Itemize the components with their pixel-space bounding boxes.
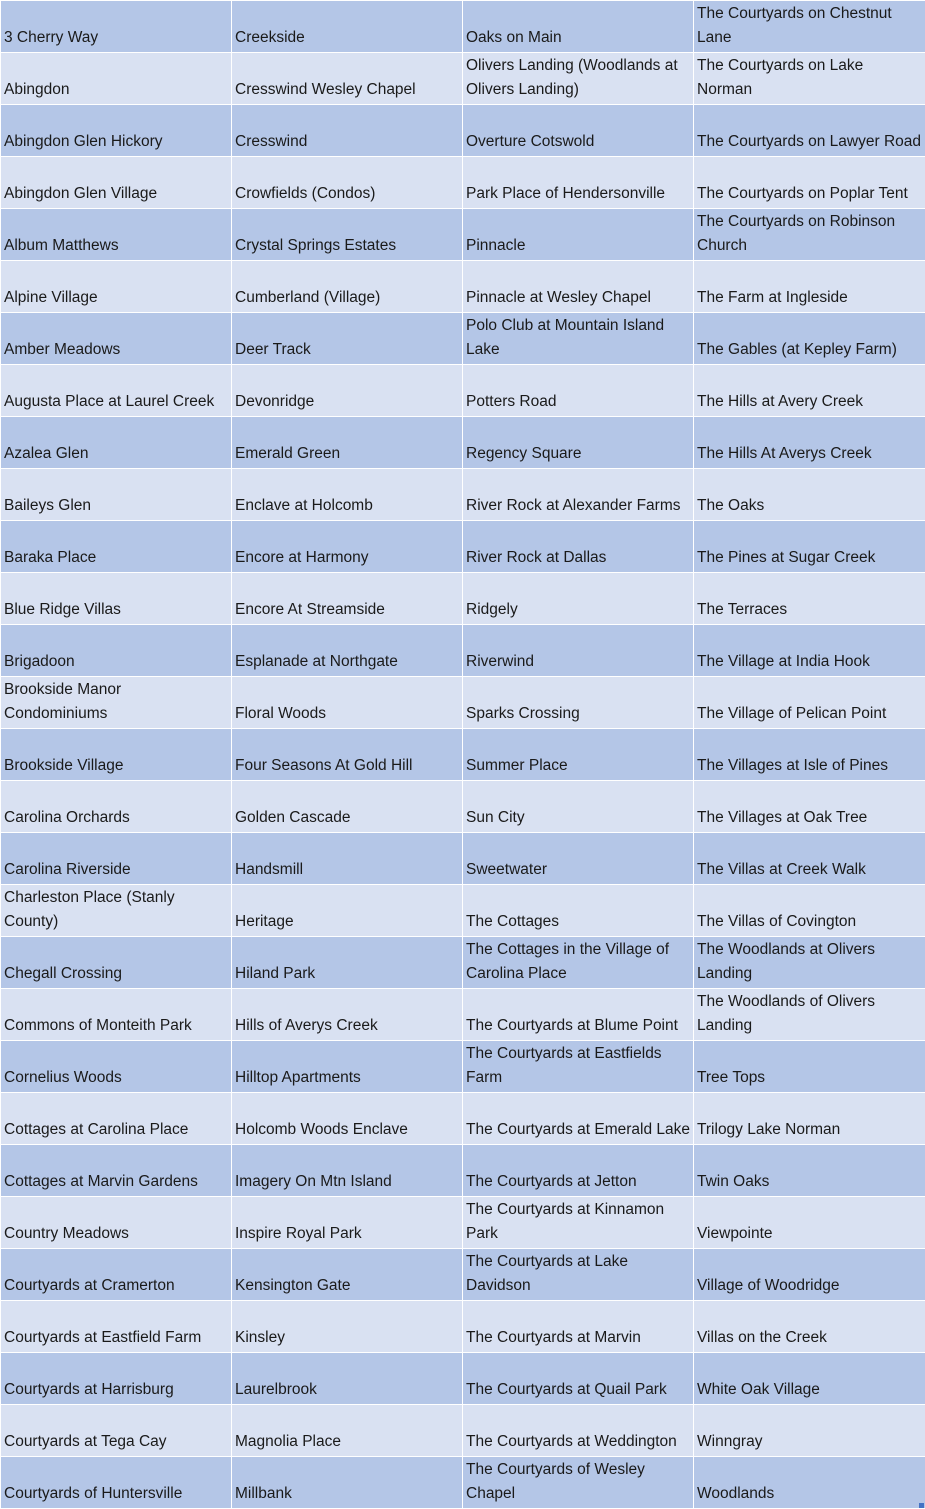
table-cell[interactable]: Emerald Green [232, 417, 463, 469]
table-cell[interactable]: Winngray [694, 1405, 925, 1457]
table-cell[interactable]: Charleston Place (Stanly County) [1, 885, 232, 937]
table-cell[interactable]: The Courtyards at Blume Point [463, 989, 694, 1041]
table-cell[interactable]: Kensington Gate [232, 1249, 463, 1301]
table-cell[interactable]: The Courtyards at Jetton [463, 1145, 694, 1197]
table-row [1, 729, 925, 781]
table-cell[interactable]: Creekside [232, 1, 463, 53]
table-cell[interactable]: 3 Cherry Way [1, 1, 232, 53]
table-cell[interactable]: The Oaks [694, 469, 925, 521]
table-cell[interactable]: The Courtyards of Wesley Chapel [463, 1457, 694, 1509]
table-row [1, 313, 925, 365]
table-cell[interactable]: Kinsley [232, 1301, 463, 1353]
table-cell[interactable]: Sun City [463, 781, 694, 833]
table-row [1, 1457, 925, 1509]
table-cell[interactable]: The Courtyards at Weddington [463, 1405, 694, 1457]
table-cell[interactable]: River Rock at Alexander Farms [463, 469, 694, 521]
table-cell[interactable]: The Courtyards at Lake Davidson [463, 1249, 694, 1301]
table-cell[interactable]: Sparks Crossing [463, 677, 694, 729]
table-cell[interactable]: Inspire Royal Park [232, 1197, 463, 1249]
table-cell[interactable]: Handsmill [232, 833, 463, 885]
table-cell[interactable]: Villas on the Creek [694, 1301, 925, 1353]
table-cell[interactable]: Crowfields (Condos) [232, 157, 463, 209]
table-cell[interactable]: Abingdon [1, 53, 232, 105]
table-cell[interactable]: Carolina Orchards [1, 781, 232, 833]
table-cell[interactable]: Amber Meadows [1, 313, 232, 365]
table-cell[interactable]: Four Seasons At Gold Hill [232, 729, 463, 781]
table-row [1, 261, 925, 313]
table-cell[interactable]: Tree Tops [694, 1041, 925, 1093]
table-row [1, 937, 925, 989]
table-row [1, 1301, 925, 1353]
table-row [1, 1145, 925, 1197]
table-cell[interactable]: Esplanade at Northgate [232, 625, 463, 677]
table-row [1, 521, 925, 573]
table-cell[interactable]: Encore at Harmony [232, 521, 463, 573]
table-cell[interactable]: Hilltop Apartments [232, 1041, 463, 1093]
table-cell[interactable]: Devonridge [232, 365, 463, 417]
table-row [1, 1, 925, 53]
table-cell[interactable]: Courtyards at Cramerton [1, 1249, 232, 1301]
table-cell[interactable]: Summer Place [463, 729, 694, 781]
table-cell[interactable]: Cresswind [232, 105, 463, 157]
table-row [1, 625, 925, 677]
table-row [1, 365, 925, 417]
table-row [1, 833, 925, 885]
table-cell[interactable]: Azalea Glen [1, 417, 232, 469]
table-cell[interactable]: The Woodlands of Olivers Landing [694, 989, 925, 1041]
table-row [1, 677, 925, 729]
table-cell[interactable]: Oaks on Main [463, 1, 694, 53]
table-cell[interactable]: Woodlands [694, 1457, 925, 1509]
table-cell[interactable]: The Courtyards on Robinson Church [694, 209, 925, 261]
table-cell[interactable]: The Woodlands at Olivers Landing [694, 937, 925, 989]
table-row [1, 1041, 925, 1093]
table-cell[interactable]: Baileys Glen [1, 469, 232, 521]
table-cell[interactable]: Chegall Crossing [1, 937, 232, 989]
table-cell[interactable]: Carolina Riverside [1, 833, 232, 885]
table-row [1, 781, 925, 833]
table-row [1, 1249, 925, 1301]
table-cell[interactable]: Crystal Springs Estates [232, 209, 463, 261]
table-cell[interactable]: Abingdon Glen Hickory [1, 105, 232, 157]
table-cell[interactable]: Enclave at Holcomb [232, 469, 463, 521]
table-cell[interactable]: Park Place of Hendersonville [463, 157, 694, 209]
table-cell[interactable]: Hiland Park [232, 937, 463, 989]
table-cell[interactable]: The Hills at Avery Creek [694, 365, 925, 417]
table-cell[interactable]: The Courtyards at Emerald Lake [463, 1093, 694, 1145]
table-cell[interactable]: Country Meadows [1, 1197, 232, 1249]
table-cell[interactable]: Ridgely [463, 573, 694, 625]
table-cell[interactable]: The Cottages in the Village of Carolina Place [463, 937, 694, 989]
table-cell[interactable]: Viewpointe [694, 1197, 925, 1249]
table-row [1, 1353, 925, 1405]
table-cell[interactable]: The Courtyards on Lake Norman [694, 53, 925, 105]
table-row [1, 1405, 925, 1457]
table-cell[interactable]: The Farm at Ingleside [694, 261, 925, 313]
table-cell[interactable]: Golden Cascade [232, 781, 463, 833]
table-row [1, 1197, 925, 1249]
table-cell[interactable]: The Hills At Averys Creek [694, 417, 925, 469]
table-cell[interactable]: Olivers Landing (Woodlands at Olivers Landing) [463, 53, 694, 105]
table-cell[interactable]: The Villas of Covington [694, 885, 925, 937]
table-cell[interactable]: The Village at India Hook [694, 625, 925, 677]
table-cell[interactable]: Baraka Place [1, 521, 232, 573]
table-cell[interactable]: Potters Road [463, 365, 694, 417]
table-cell[interactable]: Cornelius Woods [1, 1041, 232, 1093]
table-cell[interactable]: Twin Oaks [694, 1145, 925, 1197]
table-cell[interactable]: Floral Woods [232, 677, 463, 729]
table-cell[interactable]: Cresswind Wesley Chapel [232, 53, 463, 105]
table-cell[interactable]: Laurelbrook [232, 1353, 463, 1405]
table-row [1, 1093, 925, 1145]
table-cell[interactable]: The Courtyards on Chestnut Lane [694, 1, 925, 53]
table-cell[interactable]: Blue Ridge Villas [1, 573, 232, 625]
table-cell[interactable]: Cottages at Carolina Place [1, 1093, 232, 1145]
table-cell[interactable]: Polo Club at Mountain Island Lake [463, 313, 694, 365]
table-row [1, 573, 925, 625]
table-row [1, 209, 925, 261]
table-cell[interactable]: Brookside Manor Condominiums [1, 677, 232, 729]
table-cell[interactable]: Holcomb Woods Enclave [232, 1093, 463, 1145]
table-cell[interactable]: Village of Woodridge [694, 1249, 925, 1301]
table-cell[interactable]: Hills of Averys Creek [232, 989, 463, 1041]
table-row [1, 469, 925, 521]
table-cell[interactable]: White Oak Village [694, 1353, 925, 1405]
table-cell[interactable]: Album Matthews [1, 209, 232, 261]
table-row [1, 105, 925, 157]
table-cell[interactable]: The Courtyards at Quail Park [463, 1353, 694, 1405]
table-row [1, 989, 925, 1041]
table-cell[interactable]: Courtyards of Huntersville [1, 1457, 232, 1509]
table-cell[interactable]: Brigadoon [1, 625, 232, 677]
table-cell[interactable]: Augusta Place at Laurel Creek [1, 365, 232, 417]
table-cell[interactable]: The Villages at Isle of Pines [694, 729, 925, 781]
table-cell[interactable]: The Cottages [463, 885, 694, 937]
table-cell[interactable]: Encore At Streamside [232, 573, 463, 625]
table-cell[interactable]: The Courtyards on Lawyer Road [694, 105, 925, 157]
table-cell[interactable]: Heritage [232, 885, 463, 937]
table-cell[interactable]: Alpine Village [1, 261, 232, 313]
table-resize-handle-icon[interactable] [919, 1503, 924, 1508]
table-cell[interactable]: The Courtyards on Poplar Tent [694, 157, 925, 209]
table-cell[interactable]: Regency Square [463, 417, 694, 469]
table-row [1, 885, 925, 937]
table-cell[interactable]: Brookside Village [1, 729, 232, 781]
table-cell[interactable]: Deer Track [232, 313, 463, 365]
table-cell[interactable]: Courtyards at Harrisburg [1, 1353, 232, 1405]
table-cell[interactable]: The Pines at Sugar Creek [694, 521, 925, 573]
table-cell[interactable]: Riverwind [463, 625, 694, 677]
table-cell[interactable]: Trilogy Lake Norman [694, 1093, 925, 1145]
table-cell[interactable]: The Courtyards at Kinnamon Park [463, 1197, 694, 1249]
table-cell[interactable]: Magnolia Place [232, 1405, 463, 1457]
table-cell[interactable]: The Terraces [694, 573, 925, 625]
community-table-body [1, 1, 925, 1509]
table-cell[interactable]: Commons of Monteith Park [1, 989, 232, 1041]
table-cell[interactable]: Cumberland (Village) [232, 261, 463, 313]
table-cell[interactable]: The Villages at Oak Tree [694, 781, 925, 833]
table-cell[interactable]: The Gables (at Kepley Farm) [694, 313, 925, 365]
table-cell[interactable]: Sweetwater [463, 833, 694, 885]
table-cell[interactable]: River Rock at Dallas [463, 521, 694, 573]
table-cell[interactable]: The Courtyards at Marvin [463, 1301, 694, 1353]
table-cell[interactable]: Pinnacle [463, 209, 694, 261]
table-cell[interactable]: Overture Cotswold [463, 105, 694, 157]
table-row [1, 417, 925, 469]
table-cell[interactable]: Millbank [232, 1457, 463, 1509]
table-cell[interactable]: The Villas at Creek Walk [694, 833, 925, 885]
table-cell[interactable]: Cottages at Marvin Gardens [1, 1145, 232, 1197]
table-cell[interactable]: Imagery On Mtn Island [232, 1145, 463, 1197]
table-cell[interactable]: Abingdon Glen Village [1, 157, 232, 209]
table-cell[interactable]: Courtyards at Eastfield Farm [1, 1301, 232, 1353]
table-cell[interactable]: The Village of Pelican Point [694, 677, 925, 729]
table-cell[interactable]: Courtyards at Tega Cay [1, 1405, 232, 1457]
table-row [1, 53, 925, 105]
table-row [1, 157, 925, 209]
table-cell[interactable]: Pinnacle at Wesley Chapel [463, 261, 694, 313]
table-cell[interactable]: The Courtyards at Eastfields Farm [463, 1041, 694, 1093]
